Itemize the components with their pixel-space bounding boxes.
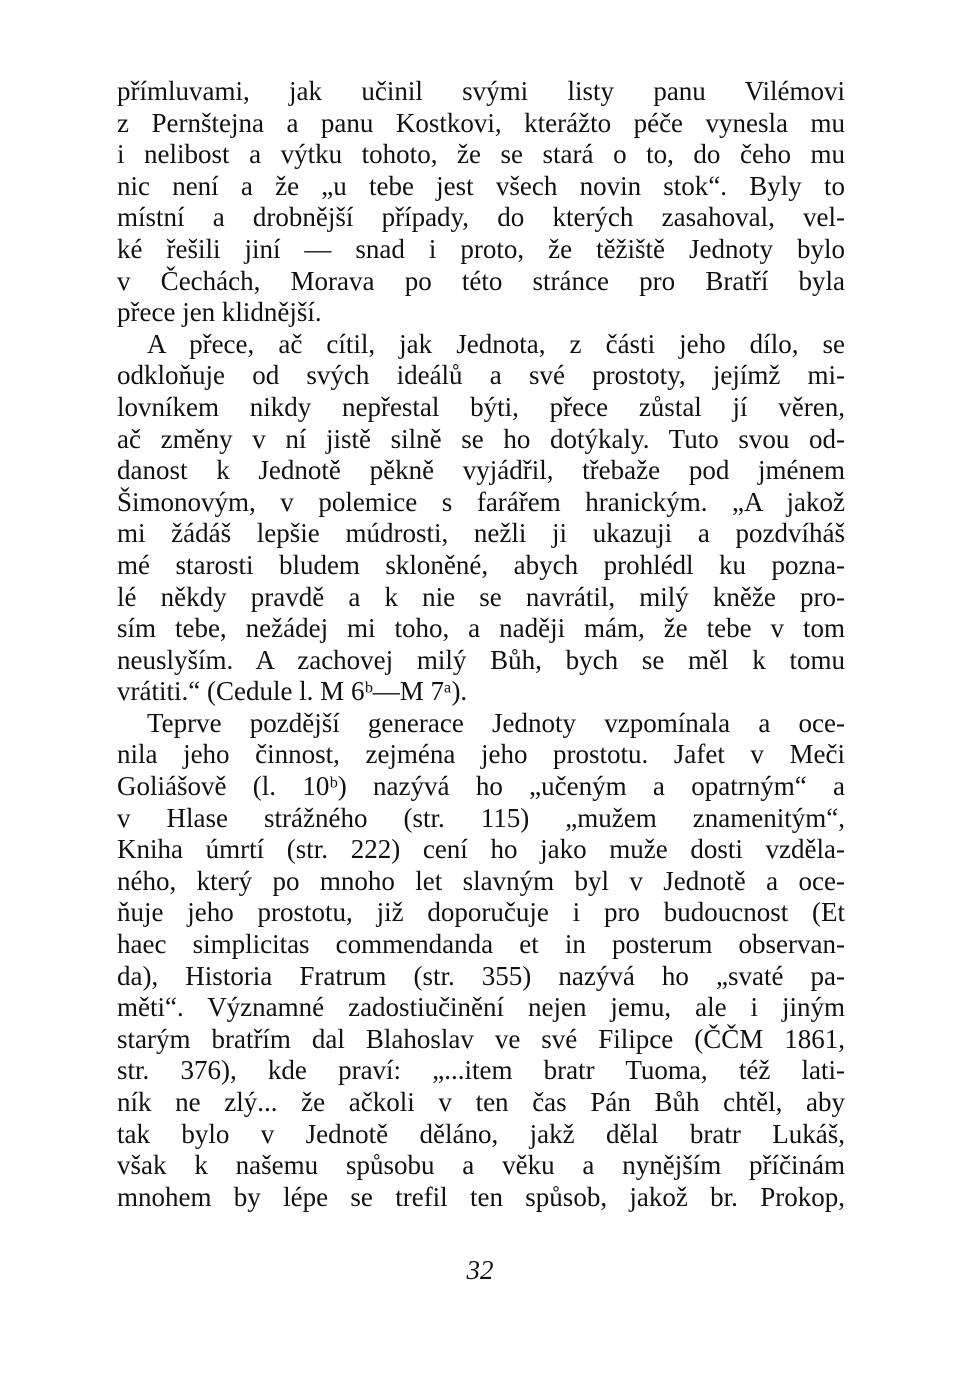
text-line: Goliášově (l. 10ᵇ) nazývá ho „učeným a opatrným“ a <box>117 771 845 802</box>
text-line: da), Historia Fratrum (str. 355) nazývá ho „svaté pa- <box>117 960 845 991</box>
text-line: danost k Jednotě pěkně vyjádřil, třebaže pod jménem <box>117 455 845 486</box>
text-line: ké řešili jiní — snad i proto, že těžiště Jednoty bylo <box>117 233 845 264</box>
text-line: lé někdy pravdě a k nie se navrátil, milý kněže pro- <box>117 581 845 612</box>
text-line: však k našemu spůsobu a věku a nynějším příčinám <box>117 1150 845 1181</box>
text-line: lovníkem nikdy nepřestal býti, přece zůstal jí věren, <box>117 391 845 422</box>
text-line: starým bratřím dal Blahoslav ve své Filipce (ČČM 1861, <box>117 1023 845 1054</box>
text-line: mi žádáš lepšie múdrosti, nežli ji ukazuji a pozdvíháš <box>117 518 845 549</box>
text-line: ného, který po mnoho let slavným byl v Jednotě a oce- <box>117 865 845 896</box>
body-text <box>117 76 845 1213</box>
text-line: nila jeho činnost, zejména jeho prostotu. Jafet v Meči <box>117 739 845 770</box>
paragraph-first-line: A přece, ač cítil, jak Jednota, z části jeho dílo, se <box>147 328 845 359</box>
text-line: z Pernštejna a panu Kostkovi, kterážto péče vynesla mu <box>117 107 845 138</box>
text-line: sím tebe, nežádej mi toho, a naději mám, že tebe v tom <box>117 613 845 644</box>
text-line: neuslyším. A zachovej milý Bůh, bych se měl k tomu <box>117 644 845 675</box>
text-line: přece jen klidnější. <box>117 297 322 328</box>
text-line: místní a drobnější případy, do kterých zasahoval, vel- <box>117 202 845 233</box>
text-line: mnohem by lépe se trefil ten spůsob, jakož br. Prokop, <box>117 1181 845 1212</box>
text-line: nic není a že „u tebe jest všech novin stok“. Byly to <box>117 170 845 201</box>
text-line: vrátiti.“ (Cedule l. M 6ᵇ—M 7ᵃ). <box>117 676 468 707</box>
text-line: ník ne zlý... že ačkoli v ten čas Pán Bůh chtěl, aby <box>117 1087 845 1117</box>
text-line: i nelibost a výtku tohoto, že se stará o to, do čeho mu <box>117 139 845 170</box>
text-line: str. 376), kde praví: „...item bratr Tuoma, též lati- <box>117 1055 845 1086</box>
text-line: Kniha úmrtí (str. 222) cení ho jako muže dosti vzděla- <box>117 834 845 865</box>
text-line: tak bylo v Jednotě děláno, jakž dělal bratr Lukáš, <box>117 1118 845 1149</box>
page-number: 32 <box>466 1255 494 1285</box>
paragraph-first-line: Teprve pozdější generace Jednoty vzpomínala a oce- <box>147 707 845 738</box>
text-line: Šimonovým, v polemice s farářem hranickým. „A jakož <box>117 486 845 517</box>
text-line: haec simplicitas commendanda et in posterum observan- <box>117 929 845 960</box>
text-line: ač změny v ní jistě silně se ho dotýkaly. Tuto svou od- <box>117 423 845 454</box>
text-line: ňuje jeho prostotu, již doporučuje i pro budoucnost (Et <box>117 897 845 928</box>
text-line: odkloňuje od svých ideálů a své prostoty, jejímž mi- <box>117 360 845 391</box>
text-line: v Hlase strážného (str. 115) „mužem znamenitým“, <box>117 802 845 833</box>
text-line: v Čechách, Morava po této stránce pro Bratří byla <box>117 265 845 296</box>
text-line: mé starosti bludem skloněné, abych prohlédl ku pozna- <box>117 549 845 580</box>
text-line: měti“. Významné zadostiučinění nejen jemu, ale i jiným <box>117 992 845 1023</box>
text-line: přímluvami, jak učinil svými listy panu Vilémovi <box>117 76 845 106</box>
